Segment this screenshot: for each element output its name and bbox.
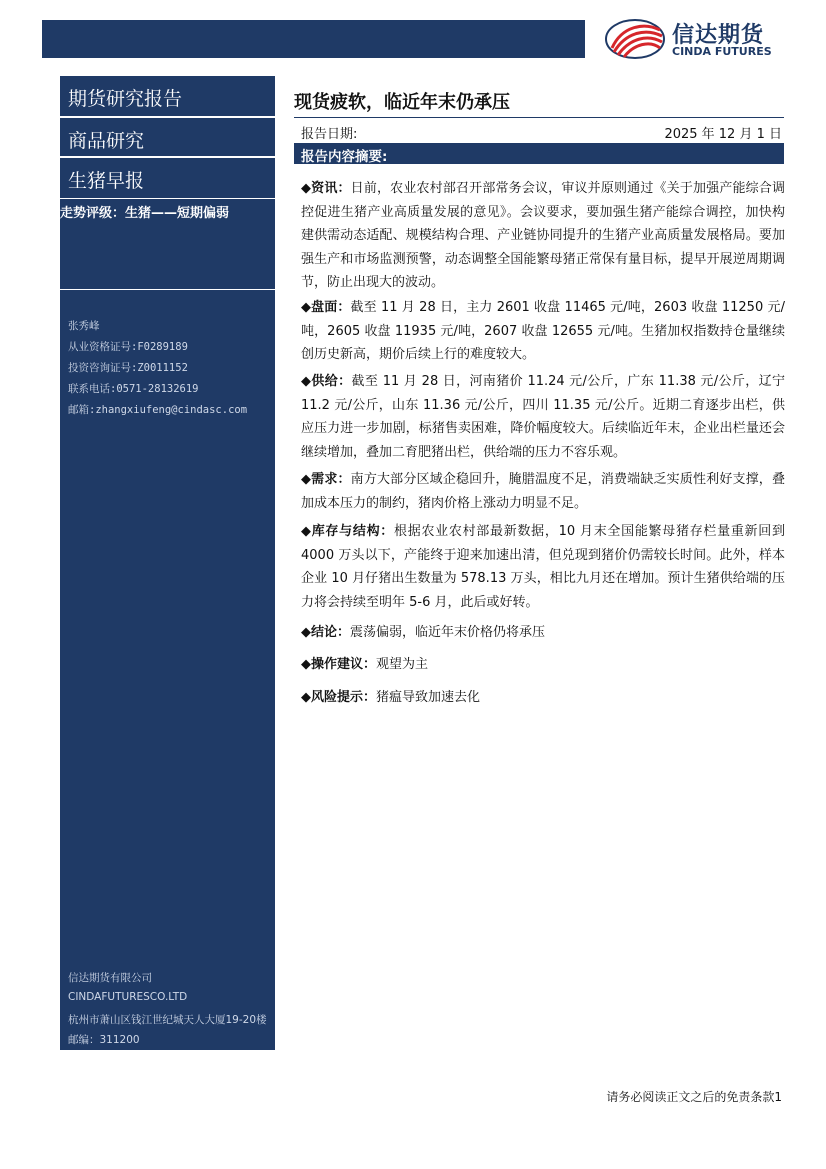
diamond-bullet-icon: ◆ — [301, 374, 312, 389]
analyst-phone: 联系电话:0571-28132619 — [68, 383, 199, 395]
section-text: 观望为主 — [376, 657, 429, 672]
section-news — [301, 177, 785, 295]
section-text: 截至 11 月 28 日，河南猪价 11.24 元/公斤，广东 11.38 元/公斤，辽宁 11.2 元/公斤，山东 11.36 元/公斤，四川 11.35 元/公斤。近期二育逐步出栏，供应压力进一步加剧，标猪售卖困难，降价幅度较大。后续临近年末，企业出栏量还会继续增加，叠加二育肥猪出栏，供给端的压力不容乐观。 — [301, 374, 785, 460]
summary-heading: 报告内容摘要: — [301, 149, 388, 165]
sidebar-product — [60, 158, 275, 198]
diamond-bullet-icon: ◆ — [301, 300, 312, 315]
company-name-en: CINDAFUTURESCO.LTD — [68, 991, 188, 1003]
page-number: 1 — [774, 1090, 782, 1104]
disclaimer-notice: 请务必阅读正文之后的免责条款 — [606, 1090, 775, 1104]
section-label: 资讯： — [311, 181, 351, 196]
section-risk-warning — [301, 686, 785, 710]
report-type-label: 期货研究报告 — [68, 88, 183, 110]
logo-english-text: CINDA FUTURES — [672, 45, 772, 58]
section-operation-advice — [301, 653, 785, 677]
section-inventory-structure — [301, 520, 785, 614]
report-title: 现货疲软，临近年末仍承压 — [294, 92, 510, 113]
summary-heading-bar — [294, 143, 784, 164]
page-footer — [606, 1088, 782, 1105]
title-divider — [294, 117, 784, 118]
company-name: 信达期货有限公司 — [68, 972, 152, 984]
section-market — [301, 296, 785, 367]
section-text: 震荡偏弱，临近年末价格仍将承压 — [350, 625, 546, 640]
company-postcode: 邮编：311200 — [68, 1034, 140, 1046]
diamond-bullet-icon: ◆ — [301, 472, 312, 487]
section-label: 盘面： — [311, 300, 351, 315]
section-supply — [301, 370, 785, 464]
diamond-bullet-icon: ◆ — [301, 625, 311, 640]
section-text: 南方大部分区域企稳回升，腌腊温度不足，消费端缺乏实质性利好支撑，叠加成本压力的制约，猪肉价格上涨动力明显不足。 — [301, 472, 785, 511]
section-text: 根据农业农村部最新数据，10 月末全国能繁母猪存栏量重新回到 4000 万头以下，产能终于迎来加速出清，但兑现到猪价仍需较长时间。此外，样本企业 10 月仔猪出生数量为 578.13 万头，相比九月还在增加。预计生猪供给端的压力将会持续至明年 5-6 月，此后或好转。 — [301, 524, 785, 610]
company-address: 杭州市萧山区钱江世纪城天人大厦19-20楼 — [68, 1014, 267, 1026]
section-label: 供给： — [311, 374, 352, 389]
diamond-bullet-icon: ◆ — [301, 181, 312, 196]
sidebar-category — [60, 118, 275, 156]
section-label: 库存与结构： — [311, 524, 395, 539]
header-bar — [42, 20, 585, 58]
analyst-name: 张秀峰 — [68, 320, 100, 332]
diamond-bullet-icon: ◆ — [301, 690, 311, 705]
rating-panel — [60, 199, 275, 289]
analyst-qualification: 从业资格证号:F0289189 — [68, 341, 188, 353]
diamond-bullet-icon: ◆ — [301, 524, 312, 539]
analyst-email[interactable]: 邮箱:zhangxiufeng@cindasc.com — [68, 404, 248, 416]
sidebar-report-type — [60, 76, 275, 116]
logo-chinese-text: 信达期货 — [672, 23, 765, 48]
section-label: 风险提示： — [311, 690, 377, 705]
section-label: 需求： — [311, 472, 351, 487]
section-label: 操作建议： — [311, 657, 377, 672]
product-label: 生猪早报 — [68, 170, 145, 192]
section-label: 结论： — [311, 625, 351, 640]
report-date-label: 报告日期: — [301, 127, 358, 142]
report-date-value: 2025 年 12 月 1 日 — [664, 127, 782, 142]
category-label: 商品研究 — [68, 130, 145, 152]
cinda-logo — [604, 18, 788, 60]
section-text: 日前，农业农村部召开部常务会议，审议并原则通过《关于加强产能综合调控促进生猪产业高质量发展的意见》。会议要求，要加强生猪产能综合调控，加快构建供需动态适配、规模结构合理、产业链协同提升的生猪产业高质量发展格局。要加强生产和市场监测预警，动态调整全国能繁母猪正常保有量目标，提早开展逆周期调节，防止出现大的波动。 — [301, 181, 785, 291]
section-conclusion — [301, 621, 785, 645]
analyst-panel — [60, 290, 275, 1050]
trend-rating: 走势评级：生猪——短期偏弱 — [60, 206, 230, 221]
section-text: 截至 11 月 28 日，主力 2601 收盘 11465 元/吨，2603 收盘 11250 元/吨，2605 收盘 11935 元/吨，2607 收盘 12655 元/吨。生猪加权指数持仓量继续创历史新高，期价后续上行的难度较大。 — [301, 300, 785, 363]
section-text: 猪瘟导致加速去化 — [376, 690, 481, 705]
analyst-consulting-id: 投资咨询证号:Z0011152 — [68, 362, 188, 374]
cinda-logo-icon — [604, 18, 666, 60]
diamond-bullet-icon: ◆ — [301, 657, 311, 672]
section-demand — [301, 468, 785, 515]
